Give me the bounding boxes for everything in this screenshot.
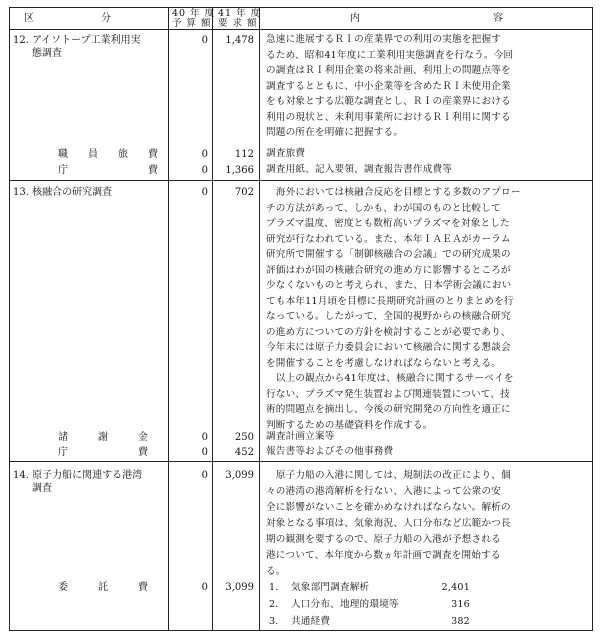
line-item-desc: 調査計画立案等 xyxy=(266,431,335,442)
content-line: 利用の現状と、未利用事業所におけるＲＩ利用に関する xyxy=(266,111,511,123)
breakdown-no: 2. xyxy=(269,599,279,610)
content-line: の調査はＲＩ利用企業の将来計画、利用上の問題点等を xyxy=(266,65,511,76)
budget-40-value: 0 xyxy=(201,165,208,176)
section-title: 14. 原子力船に関連する港湾 xyxy=(13,470,143,481)
header-request-41-line2: 要 求 額 xyxy=(218,18,258,29)
line-item-label: 諸 謝 金 xyxy=(58,432,148,443)
content-line: 研究が行なわれている。また、本年ＩＡＥＡがカーラム xyxy=(266,233,511,245)
header-request-41-line1: 41 年 度 xyxy=(218,8,262,19)
content-line: 港について、本年度から数ヵ年計画で調査を開始する xyxy=(266,550,501,561)
content-line: 全に影響がないことを確かめなければならない。解析の xyxy=(266,502,511,513)
content-line: 々の港湾の港湾解析を行ない、入港によって公衆の安 xyxy=(266,486,502,497)
section-rule xyxy=(10,180,592,181)
budget-40-value: 0 xyxy=(201,35,208,46)
content-line: を開催することを考慮しなければならないと考える。 xyxy=(266,357,502,369)
budget-40-value: 0 xyxy=(201,432,208,443)
content-line: 研究所で開催する「制御核融合の会議」での研究成果の xyxy=(266,249,511,260)
column-divider xyxy=(168,8,169,630)
request-41-value: 3,099 xyxy=(225,582,254,593)
line-item-label: 職 員 旅 費 xyxy=(58,149,158,160)
content-line: 評価はわが国の核融合研究の進め方に影響するところが xyxy=(266,264,511,276)
content-line: 少なくないものと考えられ、また、日本学術会議におい xyxy=(266,280,512,291)
content-line: 判断するための基礎資料を作成する。 xyxy=(266,419,433,431)
section-title: 調査 xyxy=(32,483,52,494)
content-line: 術的問題点を摘出し、今後の研究開発の方向性を適正に xyxy=(266,404,511,415)
budget-40-value: 0 xyxy=(201,470,208,481)
content-line: るため、昭和41年度に工業利用実態調査を行なう。今回 xyxy=(266,49,514,61)
content-line: 以上の観点から41年度は、核融合に関するサーベイを xyxy=(266,373,514,384)
content-line: 対象となる事項は、気象海況、人口分布など広範かつ長 xyxy=(266,518,511,529)
breakdown-label: 人口分布、地理的環境等 xyxy=(291,599,399,610)
budget-40-value: 0 xyxy=(201,149,208,160)
column-divider xyxy=(259,8,260,630)
content-line: 海外においては核融合反応を目標とする多数のアプロー xyxy=(266,187,521,198)
content-line: プラズマ温度、密度とも数桁高いプラズマを対象とした xyxy=(266,218,510,229)
request-41-value: 1,366 xyxy=(225,165,254,176)
breakdown-no: 3. xyxy=(269,616,279,627)
content-line: 急速に進展するＲＩの産業界での利用の実態を把握す xyxy=(266,34,502,45)
breakdown-label: 気象部門調査解析 xyxy=(291,582,370,593)
line-item-desc: 調査用紙、記入要領、調査報告書作成費等 xyxy=(266,164,453,175)
content-line: る。 xyxy=(266,566,286,577)
section-title: 態調査 xyxy=(32,48,62,59)
breakdown-amount: 382 xyxy=(451,616,470,627)
content-line: 原子力船の入港に関しては、規制法の改正により、個 xyxy=(266,470,511,481)
line-item-label: 委 託 費 xyxy=(58,582,148,593)
line-item-desc: 報告書等およびその他事務費 xyxy=(266,446,394,457)
section-title: 13. 核融合の研究調査 xyxy=(13,187,113,198)
breakdown-amount: 316 xyxy=(451,599,470,610)
request-41-value: 1,478 xyxy=(225,35,254,46)
content-line: ても本年11月頃を目標に長期研究計画のとりまとめを行 xyxy=(266,295,514,307)
line-item-label: 庁 費 xyxy=(58,165,158,176)
request-41-value: 112 xyxy=(234,149,254,160)
request-41-value: 452 xyxy=(234,447,254,458)
content-line: をも対象とする広範な調査とし、ＲＩの産業界における xyxy=(266,96,511,107)
budget-40-value: 0 xyxy=(201,447,208,458)
budget-table xyxy=(9,7,593,631)
budget-40-value: 0 xyxy=(201,582,208,593)
content-line: 問題の所在を明確に把握する。 xyxy=(266,127,404,138)
request-41-value: 3,099 xyxy=(225,470,254,481)
request-41-value: 250 xyxy=(234,432,254,443)
content-line: の進め方についての方針を検討することが必要であり、 xyxy=(266,326,511,338)
request-41-value: 702 xyxy=(234,187,254,198)
content-line: なっている。したがって、全国的視野からの核融合研究 xyxy=(266,311,511,322)
content-line: 行ない、プラズマ発生装置および関連装置について、技 xyxy=(266,388,510,400)
breakdown-label: 共通経費 xyxy=(291,616,331,627)
breakdown-amount: 2,401 xyxy=(441,582,470,593)
content-line: 期の観測を要するので、原子力船の入港が予想される xyxy=(266,534,501,545)
budget-40-value: 0 xyxy=(201,187,208,198)
header-rule xyxy=(10,29,592,30)
content-line: チの方法があって、しかも、わが国のものと比較して xyxy=(266,202,501,214)
line-item-label: 庁 費 xyxy=(58,447,148,458)
line-item-desc: 調査旅費 xyxy=(266,148,306,159)
header-budget-40-line2: 予 算 額 xyxy=(172,18,212,29)
breakdown-no: 1. xyxy=(269,582,279,593)
header-content: 内 容 xyxy=(350,13,504,24)
section-rule xyxy=(10,461,592,462)
header-budget-40-line1: 40 年 度 xyxy=(172,8,216,19)
header-category: 区 分 xyxy=(24,13,112,24)
content-line: 今年末には原子力委員会において核融合に関する懇談会 xyxy=(266,342,511,353)
column-divider xyxy=(212,8,213,630)
section-title: 12. アイソトープ工業利用実 xyxy=(13,35,141,46)
content-line: 調査するとともに、中小企業等を含めたＲＩ未使用企業 xyxy=(266,80,511,92)
